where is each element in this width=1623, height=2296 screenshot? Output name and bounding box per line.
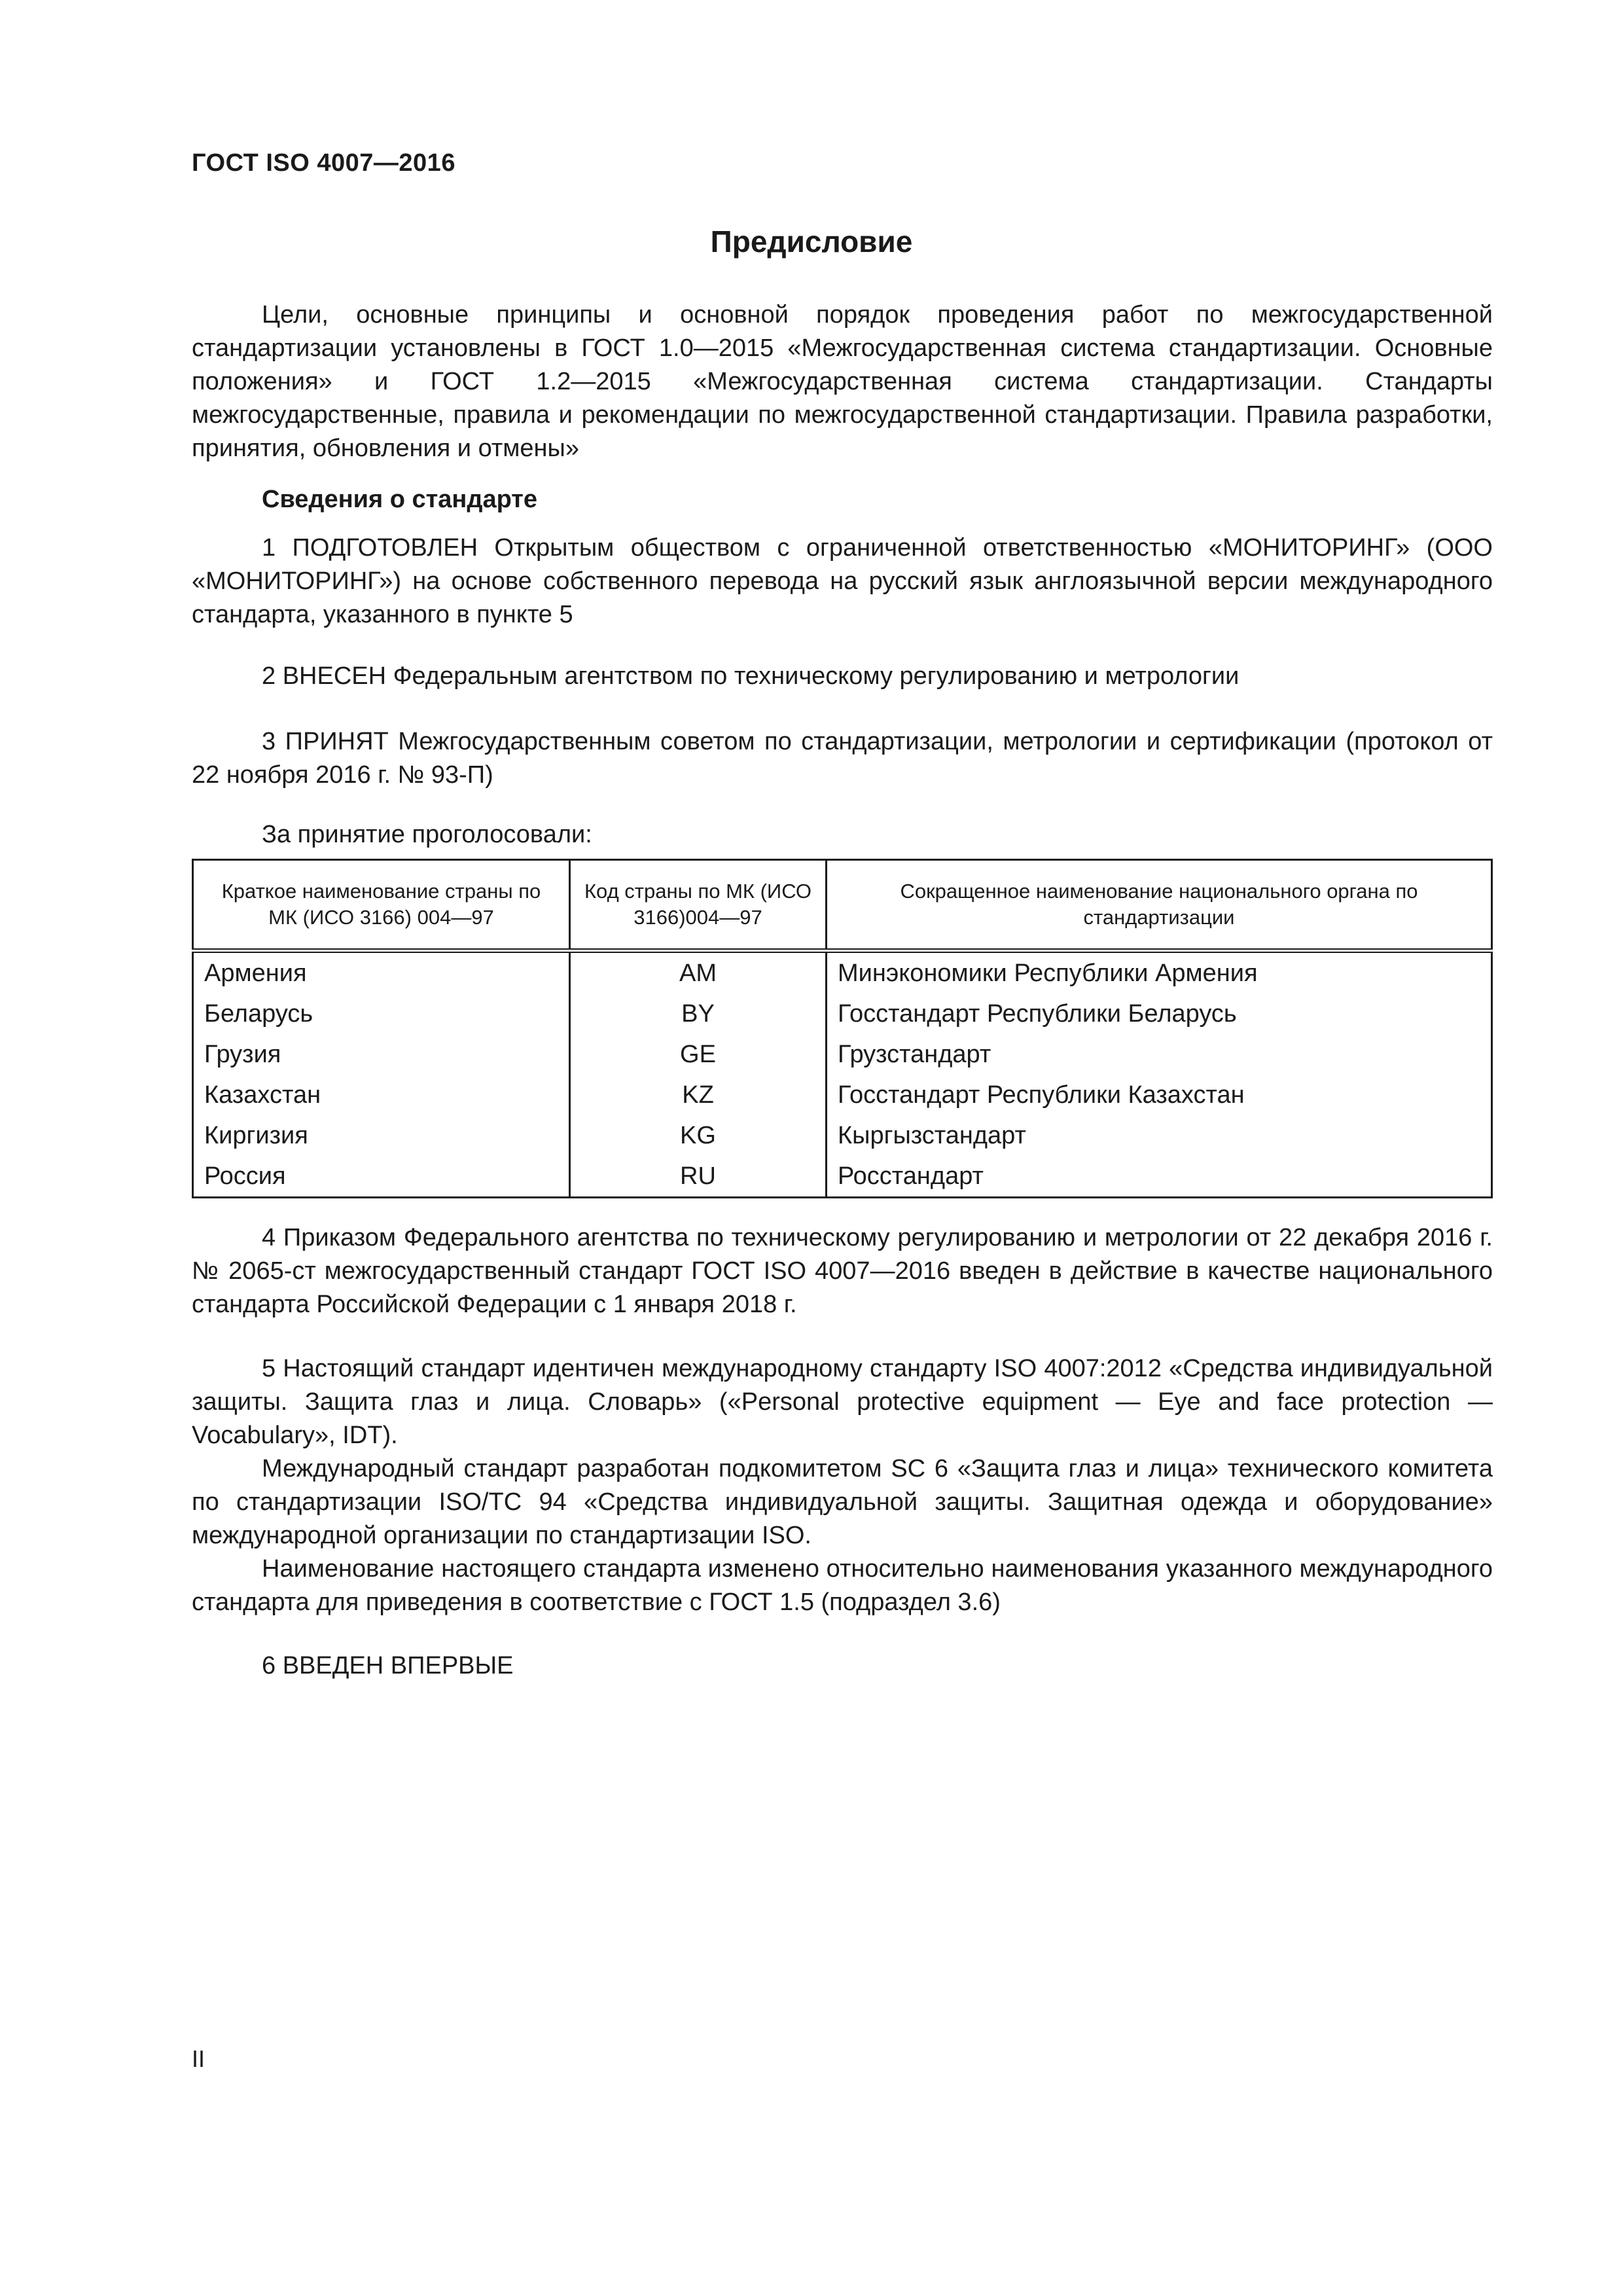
organ-cell: Госстандарт Республики Казахстан [838,1081,1245,1109]
table-row [193,951,1492,994]
item-5-paragraph: 5 Настоящий стандарт идентичен международному стандарту ISO 4007:2012 «Средства индивидуальной защиты. Защита глаз и лица. Словарь» («Personal protective equipment — Eye and face protection — Vocabulary», IDT). [192,1355,1493,1449]
intro-paragraph: Цели, основные принципы и основной порядок проведения работ по межгосударственной стандартизации установлены в ГОСТ 1.0—2015 «Межгосударственная система стандартизации. Основные положения» и ГОСТ 1.2—2015 «Межгосударственная система стандартизации. Стандарты межгосударственные, правила и рекомендации по межгосударственной стандартизации. Правила разработки, принятия, обновления и отмены» [192,301,1493,462]
organ-cell: Кыргызстандарт [838,1121,1026,1149]
table-row [193,1115,1492,1156]
item-2-paragraph: 2 ВНЕСЕН Федеральным агентством по техническому регулированию и метрологии [262,662,1240,690]
page-number: II [192,2045,205,2072]
section-title: Сведения о стандарте [262,486,538,513]
column-header-country: Краткое наименование страны по МК (ИСО 3166) 004—97 [193,860,570,951]
table-row [193,994,1492,1034]
item-6-paragraph: 6 ВВЕДЕН ВПЕРВЫЕ [262,1652,514,1679]
code-cell: RU [570,1156,827,1198]
item-4-paragraph: 4 Приказом Федерального агентства по техническому регулированию и метрологии от 22 декабря 2016 г. № 2065-ст межгосударственный стандарт ГОСТ ISO 4007—2016 введен в действие в качестве национального стандарта Российской Федерации с 1 января 2018 г. [192,1224,1493,1318]
votes-table [192,859,1493,1198]
code-cell: KG [570,1115,827,1156]
country-cell: Киргизия [193,1115,570,1156]
item-1-paragraph: 1 ПОДГОТОВЛЕН Открытым обществом с ограниченной ответственностью «МОНИТОРИНГ» (ООО «МОНИТОРИНГ») на основе собственного перевода на русский язык англоязычной версии международного стандарта, указанного в пункте 5 [192,534,1493,628]
organ-cell: Минэкономики Республики Армения [838,959,1258,987]
table-row [193,1034,1492,1075]
item-3-paragraph: 3 ПРИНЯТ Межгосударственным советом по стандартизации, метрологии и сертификации (протокол от 22 ноября 2016 г. № 93-П) [192,728,1493,789]
country-cell: Армения [193,951,570,994]
vote-label: За принятие проголосовали: [262,821,592,848]
page-title: Предисловие [710,224,913,259]
code-cell: BY [570,994,827,1034]
column-header-code: Код страны по МК (ИСО 3166)004—97 [570,860,827,951]
country-cell: Грузия [193,1034,570,1075]
organ-cell: Грузстандарт [838,1040,991,1068]
document-header: ГОСТ ISO 4007—2016 [192,149,455,177]
country-cell: Казахстан [193,1075,570,1115]
code-cell: KZ [570,1075,827,1115]
code-cell: GE [570,1034,827,1075]
table-row [193,1075,1492,1115]
country-cell: Россия [193,1156,570,1198]
table-header-row [193,860,1492,951]
item-5-paragraph-2: Международный стандарт разработан подкомитетом SC 6 «Защита глаз и лица» технического комитета по стандартизации ISO/TC 94 «Средства индивидуальной защиты. Защитная одежда и оборудование» международной организации по стандартизации ISO. [192,1455,1493,1549]
country-cell: Беларусь [193,994,570,1034]
table-row [193,1156,1492,1198]
column-header-organ: Сокращенное наименование национального органа по стандартизации [827,860,1492,951]
code-cell: AM [570,951,827,994]
item-5-paragraph-3: Наименование настоящего стандарта изменено относительно наименования указанного международного стандарта для приведения в соответствие с ГОСТ 1.5 (подраздел 3.6) [192,1555,1493,1616]
organ-cell: Росстандарт [838,1162,984,1190]
organ-cell: Госстандарт Республики Беларусь [838,999,1237,1028]
